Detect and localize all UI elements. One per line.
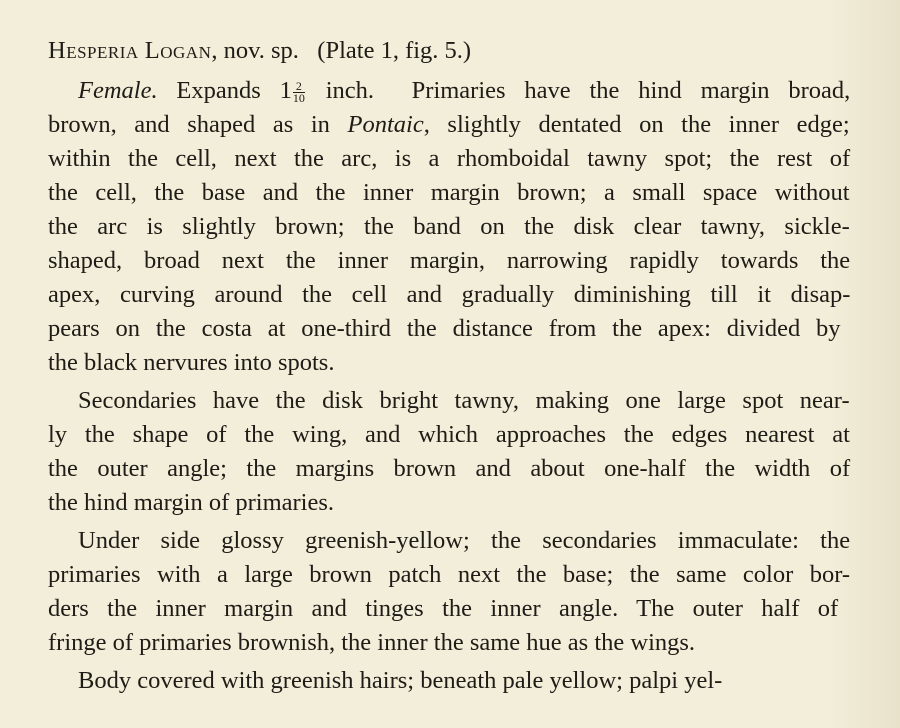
p2-line-2: ly the shape of the wing, and which approaches the edges nearest at <box>48 421 850 448</box>
p1-line-9: the black nervures into spots. <box>48 349 335 376</box>
p2-line-3: the outer angle; the margins brown and about one-half the width of <box>48 455 851 482</box>
p1-line-7: apex, curving around the cell and gradually diminishing till it disap- <box>48 281 851 308</box>
heading-rest: , nov. sp. (Plate 1, fig. 5.) <box>211 37 472 64</box>
fraction-denominator: 10 <box>292 90 305 105</box>
p4-line-1: Body covered with greenish hairs; beneath pale yellow; palpi yel- <box>78 667 723 694</box>
p1-line-2 <box>48 108 850 142</box>
p2-line-1: Secondaries have the disk bright tawny, making one large spot near- <box>78 387 850 414</box>
species-heading <box>48 34 471 68</box>
text-segment: brown, and shaped as in <box>48 111 348 138</box>
expands-rest: inch. Primaries have the hind margin broad, <box>306 77 851 104</box>
p3-line-1: Under side glossy greenish-yellow; the secondaries immaculate: the <box>78 527 851 554</box>
p1-line-1 <box>78 74 850 108</box>
text-segment: , slightly dentated on the inner edge; <box>423 111 850 138</box>
p1-line-6: shaped, broad next the inner margin, narrowing rapidly towards the <box>48 247 851 274</box>
p1-line-5: the arc is slightly brown; the band on the disk clear tawny, sickle- <box>48 213 850 240</box>
species-name: Logan <box>144 37 212 64</box>
genus-name: Hesperia <box>48 37 139 64</box>
p3-line-4: fringe of primaries brownish, the inner the same hue as the wings. <box>48 629 696 656</box>
expanse-fraction <box>292 78 305 105</box>
expands-text: Expands 1 <box>157 77 292 104</box>
p2-line-4: the hind margin of primaries. <box>48 489 334 516</box>
p1-line-4: the cell, the base and the inner margin brown; a small space without <box>48 179 850 206</box>
p3-line-3: ders the inner margin and tinges the inner angle. The outer half of <box>48 595 839 622</box>
fraction-numerator: 2 <box>293 81 305 93</box>
sex-label: Female. <box>78 77 158 104</box>
species-reference: Pontaic <box>347 111 424 138</box>
p1-line-3: within the cell, next the arc, is a rhomboidal tawny spot; the rest of <box>48 145 851 172</box>
p3-line-2: primaries with a large brown patch next the base; the same color bor- <box>48 561 851 588</box>
p1-line-8: pears on the costa at one-third the distance from the apex: divided by <box>48 315 841 342</box>
